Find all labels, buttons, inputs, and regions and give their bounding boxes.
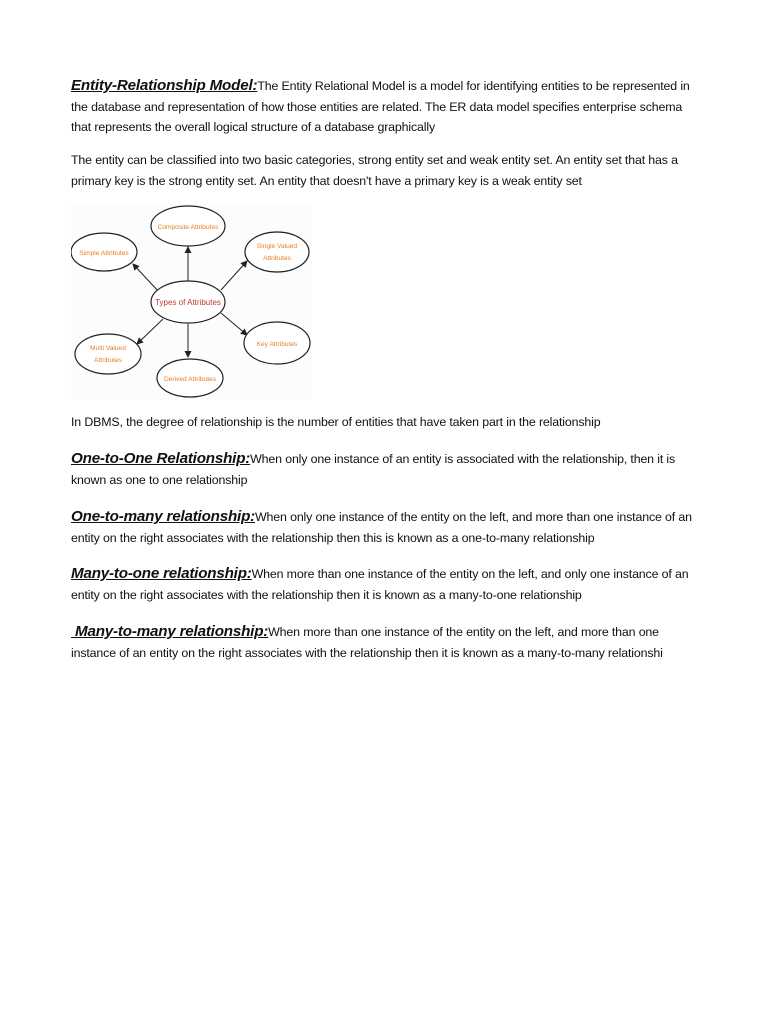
arrow-to-single-valued: [221, 261, 247, 290]
entity-sets-text: The entity can be classified into two basic categories, strong entity set and weak entity set. An entity set that has a primary key is the strong entity set. An entity that doesn't have a primary key is a weak entity set: [71, 153, 678, 188]
single-valued-node: [245, 232, 309, 272]
many-to-many-heading: Many-to-many relationship:: [71, 623, 269, 640]
single-valued-node-label-line2: Attributes: [263, 255, 291, 262]
multi-valued-node: [75, 334, 141, 374]
key-node-label: Key Attributes: [256, 341, 298, 348]
one-to-one-paragraph: [71, 449, 701, 490]
arrow-to-key: [221, 313, 247, 335]
simple-node-label: Simple Attributes: [79, 250, 129, 257]
arrow-to-simple: [133, 264, 159, 292]
degree-paragraph: [71, 412, 701, 433]
many-to-one-text: When more than one instance of the entity on the left, and only one instance of an entity on the right associates with the relationship then it is known as a many-to-one relationship: [71, 567, 689, 602]
center-node-label: Types of Attributes: [155, 298, 221, 307]
one-to-many-text: When only one instance of the entity on the left, and more than one instance of an entity on the right associates with the relationship then this is known as a one-to-many relationship: [71, 510, 692, 545]
multi-valued-node-label-line1: Multi Valued: [90, 345, 126, 352]
many-to-many-paragraph: [71, 622, 701, 663]
one-to-one-text: When only one instance of an entity is associated with the relationship, then it is known as one to one relationship: [71, 452, 676, 487]
derived-node-label: Derived Attributes: [163, 376, 217, 383]
one-to-one-heading: One-to-One Relationship:: [71, 450, 251, 467]
multi-valued-node-label-line2: Attributes: [94, 357, 122, 364]
single-valued-node-label-line1: Single Valued: [256, 243, 298, 250]
one-to-many-paragraph: [71, 507, 701, 548]
many-to-one-paragraph: [71, 564, 701, 605]
one-to-many-heading: One-to-many relationship:: [71, 508, 256, 525]
composite-node-label: Composite Attributes: [157, 224, 219, 231]
intro-heading: Entity-Relationship Model:: [71, 77, 258, 94]
intro-paragraph: [71, 76, 701, 138]
entity-sets-paragraph: [71, 150, 701, 191]
many-to-many-text: When more than one instance of the entity on the left, and more than one instance of an entity on the right associates with the relationship then it is known as a many-to-many relationshi: [71, 625, 663, 660]
many-to-one-heading: Many-to-one relationship:: [71, 565, 252, 582]
intro-text: The Entity Relational Model is a model for identifying entities to be represented in the database and representation of how those entities are related. The ER data model specifies enterprise schema that represents the overall logical structure of a database graphically: [71, 79, 690, 134]
arrow-to-multi-valued: [137, 319, 163, 344]
degree-text: In DBMS, the degree of relationship is the number of entities that have taken part in the relationship: [71, 415, 601, 429]
types-of-attributes-diagram: [71, 204, 312, 400]
